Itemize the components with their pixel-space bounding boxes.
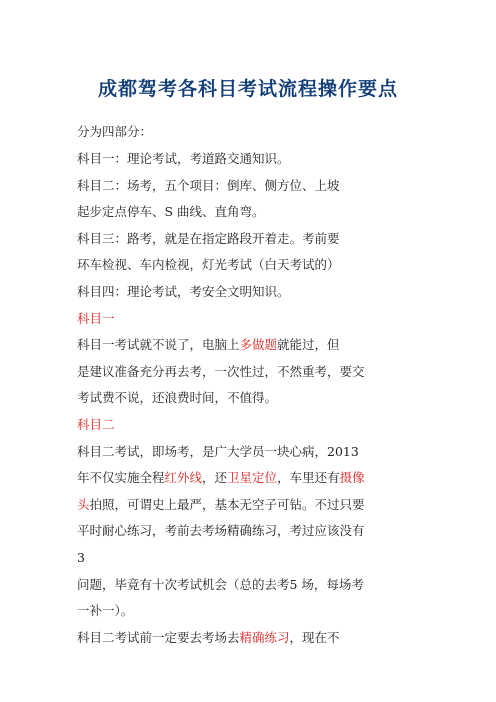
text-run: 就能过，但 — [277, 337, 340, 352]
text-run: ，车里还有 — [277, 470, 340, 485]
section-heading-subject-2: 科目二 — [77, 417, 115, 432]
highlight-text: 头 — [77, 497, 90, 512]
subject-2-paragraph-line — [77, 496, 365, 514]
subject-2-paragraph-line: 问题，毕竟有十次考试机会（总的去考5 场，每场考 — [77, 577, 364, 592]
section-heading-subject-1: 科目一 — [77, 311, 115, 326]
subject-1-paragraph-line: 考试费不说，还浪费时间，不值得。 — [77, 390, 278, 405]
text-run: ，还 — [202, 470, 228, 485]
intro-lead: 分为四部分： — [77, 124, 153, 139]
subject-4-summary: 科目四：理论考试，考安全文明知识。 — [77, 284, 290, 299]
subject-1-paragraph-line — [77, 336, 340, 354]
subject-2-paragraph-line: 一补一）。 — [77, 603, 134, 618]
highlight-text: 多做题 — [239, 337, 278, 352]
highlight-text: 卫星定位 — [227, 470, 278, 485]
text-run: 科目二考试前一定要去考场去 — [77, 630, 240, 645]
subject-2-paragraph-line: 科目二考试，即场考，是广大学员一块心病，2013 — [77, 444, 359, 459]
subject-3-summary-cont: 环车检视、车内检视，灯光考试（白天考试的） — [77, 257, 340, 272]
subject-2-paragraph-line: 平时耐心练习，考前去考场精确练习，考过应该没有 — [77, 523, 365, 538]
text-run: 拍照，可谓史上最严，基本无空子可钻。不过只要 — [89, 497, 365, 512]
subject-2-paragraph-line: 3 — [77, 550, 85, 565]
subject-2-paragraph-line — [77, 469, 365, 487]
document-title: 成都驾考各科目考试流程操作要点 — [97, 78, 398, 100]
highlight-text: 摄像 — [339, 470, 365, 485]
text-run: 年不仅实施全程 — [77, 470, 165, 485]
subject-2-paragraph-line — [77, 629, 340, 647]
subject-2-summary-cont: 起步定点停车、S 曲线、直角弯。 — [77, 204, 265, 219]
highlight-text: 精确练习 — [239, 630, 290, 645]
text-run: ，现在不 — [289, 630, 340, 645]
subject-1-paragraph-line: 是建议准备充分再去考，一次性过，不然重考，要交 — [77, 364, 365, 379]
highlight-text: 红外线 — [164, 470, 203, 485]
subject-1-summary: 科目一：理论考试，考道路交通知识。 — [77, 151, 290, 166]
subject-3-summary: 科目三：路考，就是在指定路段开着走。考前要 — [77, 231, 340, 246]
subject-2-summary: 科目二：场考，五个项目：倒库、侧方位、上坡 — [77, 178, 340, 193]
text-run: 科目一考试就不说了，电脑上 — [77, 337, 240, 352]
